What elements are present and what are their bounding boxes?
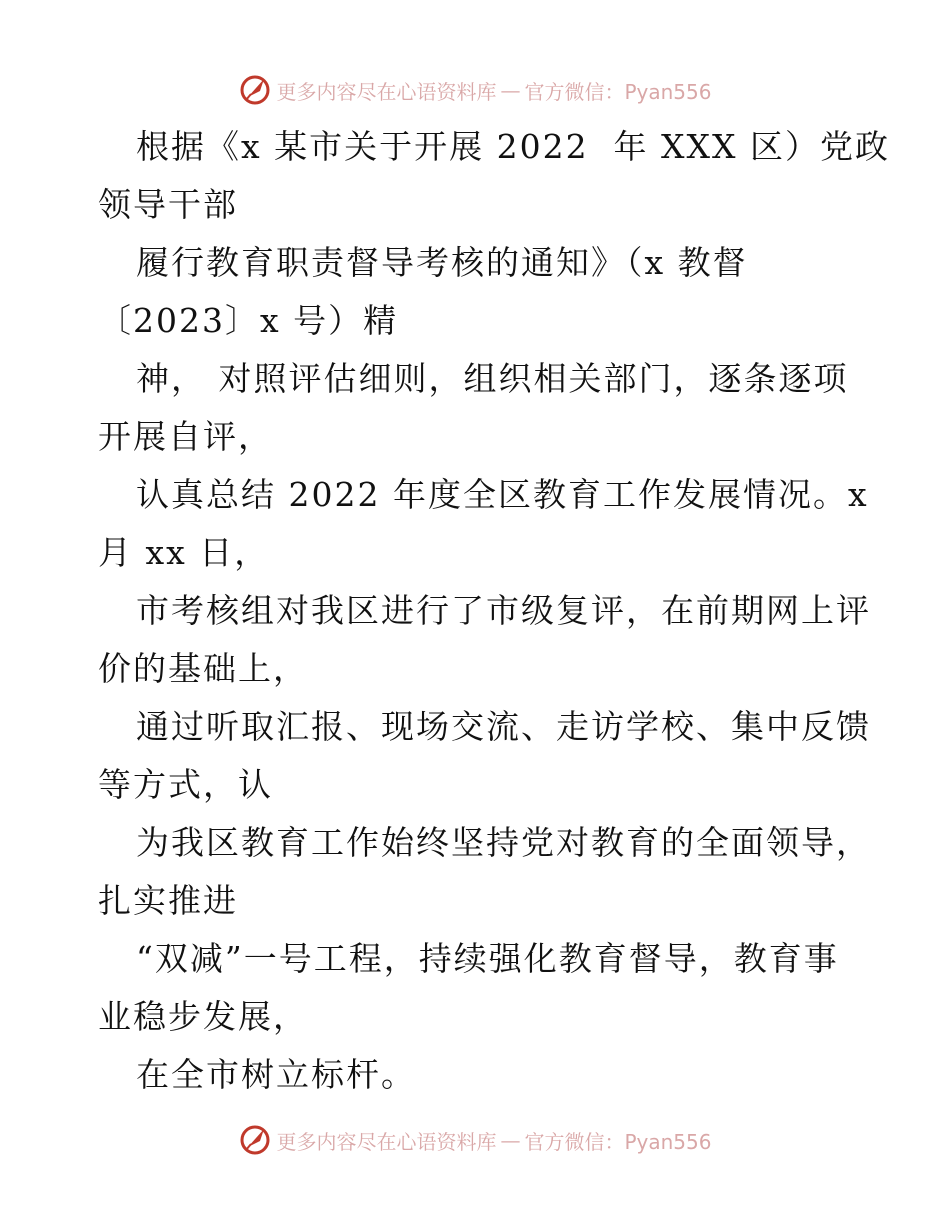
text-line: 价的基础上， (98, 649, 308, 688)
text-line: 通过听取汇报、现场交流、走访学校、集中反馈 (136, 707, 871, 746)
quill-logo-icon (238, 1123, 272, 1157)
watermark-brand: 更多内容尽在心语资料库 (276, 1129, 497, 1154)
text-line: 月 xx 日， (98, 533, 270, 572)
text-line: 认真总结 2022 年度全区教育工作发展情况。x (136, 475, 869, 514)
footer-watermark (0, 1120, 950, 1160)
text-line: 履行教育职责督导考核的通知》（x 教督 (136, 243, 748, 282)
text-line: 市考核组对我区进行了市级复评，在前期网上评 (136, 591, 871, 630)
watermark-separator: — (500, 78, 521, 102)
document-body (98, 118, 891, 1104)
text-line: “双减”一号工程，持续强化教育督导，教育事 (136, 939, 839, 978)
watermark-brand: 更多内容尽在心语资料库 (276, 79, 497, 104)
text-line: 〔2023〕x 号）精 (98, 301, 399, 340)
watermark-contact: 官方微信：Pyan556 (524, 1129, 712, 1154)
text-line: 扎实推进 (98, 881, 238, 920)
quill-logo-icon (238, 73, 272, 107)
text-line: 业稳步发展， (98, 997, 308, 1036)
text-line: 开展自评， (98, 417, 273, 456)
header-watermark (0, 70, 950, 110)
watermark-contact: 官方微信：Pyan556 (524, 79, 712, 104)
text-line: 等方式，认 (98, 765, 273, 804)
text-line: 在全市树立标杆。 (136, 1055, 416, 1094)
text-line: 为我区教育工作始终坚持党对教育的全面领导， (136, 823, 871, 862)
text-line: 神， 对照评估细则，组织相关部门，逐条逐项 (136, 359, 849, 398)
text-line: 根据《x 某市关于开展 2022 年 XXX 区）党政 (136, 127, 891, 166)
watermark-separator: — (500, 1128, 521, 1152)
text-line: 领导干部 (98, 185, 238, 224)
